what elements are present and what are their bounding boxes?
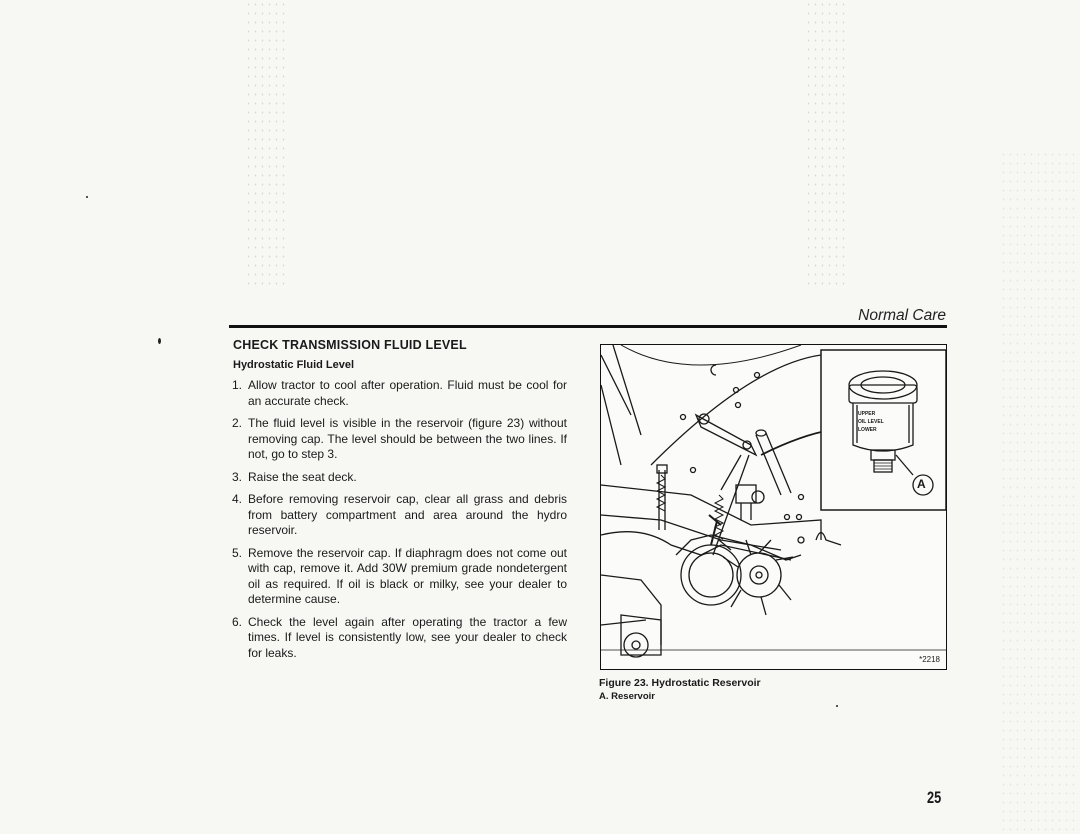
- header-rule: [229, 325, 947, 328]
- figure-reference-number: *2218: [919, 655, 940, 664]
- figure-illustration: [600, 344, 947, 670]
- list-item: 5. Remove the reservoir cap. If diaphragm does not come out with cap, remove it. Add 30W premium grade nondetergent oil as required. If oil is black or milky, see your dealer to determine cause.: [232, 545, 567, 606]
- reservoir-label-lower: LOWER: [858, 427, 877, 433]
- list-item: 4. Before removing reservoir cap, clear all grass and debris from battery compartment and area around the hydro reservoir.: [232, 492, 567, 537]
- scan-texture: [805, 0, 850, 290]
- scan-speck: [86, 196, 88, 198]
- running-header: Normal Care: [858, 307, 946, 324]
- hydro-reservoir-drawing: [601, 345, 946, 669]
- callout-label-a: A: [917, 477, 926, 491]
- section-heading: CHECK TRANSMISSION FLUID LEVEL: [233, 338, 467, 352]
- scan-texture: [245, 0, 290, 290]
- figure-caption: Figure 23. Hydrostatic Reservoir: [599, 677, 761, 689]
- scan-texture: [1000, 150, 1080, 834]
- reservoir-label-upper: UPPER: [858, 411, 876, 417]
- scan-speck: [158, 338, 161, 344]
- instruction-list: [232, 378, 567, 668]
- figure-legend: A. Reservoir: [599, 691, 655, 702]
- scan-speck: [836, 705, 838, 707]
- subsection-heading: Hydrostatic Fluid Level: [233, 359, 355, 371]
- page-number: 25: [927, 788, 942, 807]
- reservoir-label-oil-level: OIL LEVEL: [858, 419, 884, 425]
- list-item: 2. The fluid level is visible in the reservoir (figure 23) without removing cap. The level should be between the two lines. If not, go to step 3.: [232, 416, 567, 461]
- list-item: 6. Check the level again after operating the tractor a few times. If level is consistently low, see your dealer to check for leaks.: [232, 614, 567, 660]
- list-item: 3. Raise the seat deck.: [232, 469, 357, 484]
- list-item: 1. Allow tractor to cool after operation. Fluid must be cool for an accurate check.: [232, 378, 567, 408]
